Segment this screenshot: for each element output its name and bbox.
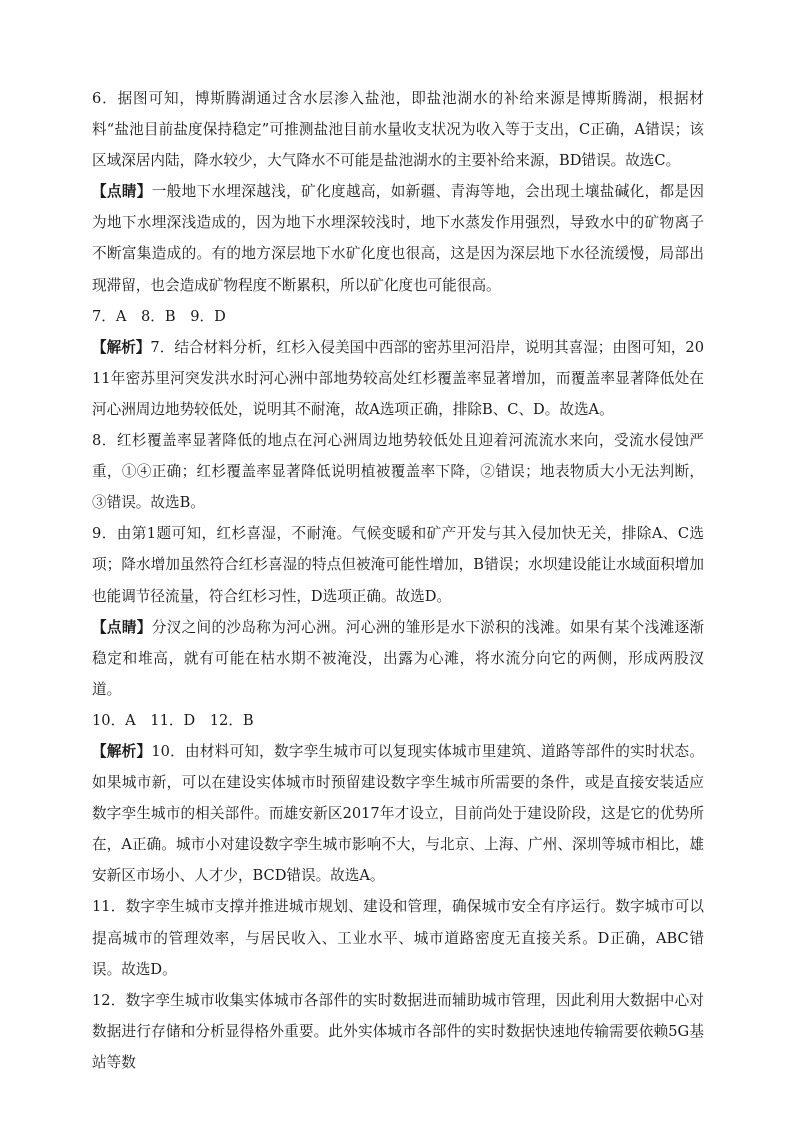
explanation-q8: 8．红杉覆盖率显著降低的地点在河心洲周边地势较低处且迎着河流流水来向，受流水侵蚀严重，①④正确；红杉覆盖率显著降低说明植被覆盖率下降，②错误；地表物质大小无法判断，③错误。故选B。 bbox=[92, 432, 704, 512]
analysis-text: 7．结合材料分析，红杉入侵美国中西部的密苏里河沿岸，说明其喜湿；由图可知，2011年密苏里河突发洪水时河心洲中部地势较高处红杉覆盖率显著增加，而覆盖率显著降低处在河心洲周边地势较低处，说明其不耐淹，故A选项正确，排除B、C、D。故选A。 bbox=[92, 338, 704, 418]
analysis-tag: 【解析】 bbox=[92, 742, 152, 760]
note-text: 一般地下水埋深越浅，矿化度越高，如新疆、青海等地，会出现土壤盐碱化，都是因为地下水埋深浅造成的，因为地下水埋深较浅时，地下水蒸发作用强烈，导致水中的矿物离子不断富集造成的。有的地方深层地下水矿化度也很高，这是因为深层地下水径流缓慢，局部出现滞留，也会造成矿物程度不断累积，所以矿化度也可能很高。 bbox=[92, 183, 704, 294]
note-tag: 【点睛】 bbox=[92, 183, 152, 201]
answer-line-10-12: 10．A 11．D 12．B bbox=[92, 711, 254, 729]
analysis-q10 bbox=[92, 736, 704, 891]
explanation-q9: 9．由第1题可知，红杉喜湿，不耐淹。气候变暖和矿产开发与其入侵加快无关，排除A、C选项；降水增加虽然符合红杉喜湿的特点但被淹可能性增加，B错误；水坝建设能让水域面积增加也能调节径流量，符合红杉习性，D选项正确。故选D。 bbox=[92, 525, 704, 605]
note-paragraph bbox=[92, 612, 704, 705]
note-paragraph bbox=[92, 176, 704, 300]
explanation-q11: 11．数字孪生城市支撑并推进城市规划、建设和管理，确保城市安全有序运行。数字城市可以提高城市的管理效率，与居民收入、工业水平、城市道路密度无直接关系。D正确，ABC错误。故选D。 bbox=[92, 898, 704, 978]
explanation-q6: 6．据图可知，博斯腾湖通过含水层渗入盐池，即盐池湖水的补给来源是博斯腾湖，根据材料“盐池目前盐度保持稳定”可推测盐池目前水量收支状况为收入等于支出，C正确，A错误；该区域深居内陆，降水较少，大气降水不可能是盐池湖水的主要补给来源，BD错误。故选C。 bbox=[92, 90, 704, 170]
note-text: 分汊之间的沙岛称为河心洲。河心洲的雏形是水下淤积的浅滩。如果有某个浅滩逐渐稳定和堆高，就有可能在枯水期不被淹没，出露为心滩，将水流分向它的两侧，形成两股汊道。 bbox=[92, 618, 704, 698]
document-body bbox=[92, 83, 704, 1078]
answer-line-7-9: 7．A 8．B 9．D bbox=[92, 307, 226, 325]
analysis-tag: 【解析】 bbox=[92, 338, 151, 356]
analysis-q7 bbox=[92, 332, 704, 425]
explanation-q12: 12．数字孪生城市收集实体城市各部件的实时数据进而辅助城市管理，因此利用大数据中心对数据进行存储和分析显得格外重要。此外实体城市各部件的实时数据快速地传输需要依赖5G基站等数 bbox=[92, 991, 704, 1071]
note-tag: 【点睛】 bbox=[92, 618, 152, 636]
analysis-text: 10．由材料可知，数字孪生城市可以复现实体城市里建筑、道路等部件的实时状态。如果城市新，可以在建设实体城市时预留建设数字孪生城市所需要的条件，或是直接安装适应数字孪生城市的相关部件。而雄安新区2017年才设立，目前尚处于建设阶段，这是它的优势所在，A正确。城市小对建设数字孪生城市影响不大，与北京、上海、广州、深圳等城市相比，雄安新区市场小、人才少，BCD错误。故选A。 bbox=[92, 742, 704, 885]
